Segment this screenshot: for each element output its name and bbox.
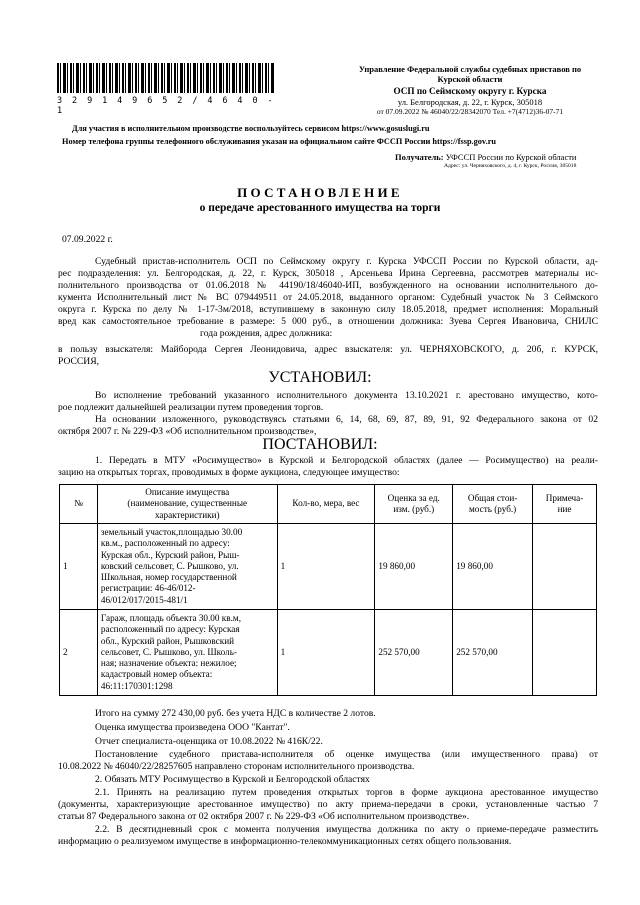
row-note	[533, 524, 597, 610]
intro-line: Судебный пристав-исполнитель ОСП по Сеймскому округу г. Курска УФССП России по Курской области, ад-	[95, 256, 598, 267]
established-line: октября 2007 г. № 229-ФЗ «Об исполнительном производстве»,	[58, 426, 317, 437]
established-heading: УСТАНОВИЛ:	[268, 369, 372, 386]
report-line: Отчет специалиста-оценщика от 10.08.2022 № 416К/22.	[95, 736, 323, 747]
recipient-address: Адрес: ул. Черняховского, д. 4, г. Курск, Россия, 305018	[444, 163, 577, 169]
established-line: На основании изложенного, руководствуясь статьями 6, 14, 68, 69, 87, 89, 91, 92 Федерального закона от 02	[95, 414, 598, 425]
row-description: земельный участок,площадью 30.00 кв.м., расположенный по адресу: Курская обл., Курский район, Рыш- ковский сельсовет, С. Рышково, ул. Школьная, номер государственной регистрации: 46-46/012- 46/012/017/2015-481/1	[97, 524, 277, 610]
established-line: рое подлежит дальнейшей реализации путем проведения торгов.	[58, 402, 324, 413]
department-address: ул. Белгородская, д. 22, г. Курск, 305018	[397, 97, 543, 107]
row-number: 2	[60, 610, 98, 696]
document-date: 07.09.2022 г.	[62, 234, 113, 245]
col-header-unit-price: Оценка за ед. изм. (руб.)	[375, 485, 453, 524]
after-line: статьи 87 Федерального закона от 02 октября 2007 г. № 229-ФЗ «Об исполнительном производстве».	[58, 811, 470, 822]
col-header-quantity: Кол-во, мера, вес	[277, 485, 375, 524]
after-line: 2.2. В десятидневный срок с момента получения имущества должника по акту о приеме-передаче разместить	[95, 824, 598, 835]
after-line: (документы, характеризующие арестованное имущество) по акту приема-передачи в сроки, установленные частью 7	[58, 799, 598, 810]
row-number: 1	[60, 524, 98, 610]
resolved-line: 1. Передать в МТУ «Росимущество» в Курской и Белгородской областях (далее — Росимущество) на реали-	[95, 455, 598, 466]
intro-line: года рождения, адрес должника:	[200, 328, 333, 339]
resolved-line: зацию на открытых торгах, проводимых в форме аукциона, следующее имущество:	[58, 467, 400, 478]
col-header-description: Описание имущества (наименование, существенные характеристики)	[97, 485, 277, 524]
after-line: информацию о реализуемом имуществе в информационно-телекоммуникационных сетях общего пользования.	[58, 836, 512, 847]
property-table	[59, 484, 597, 696]
recipient	[395, 152, 576, 162]
row-note	[533, 610, 597, 696]
row-unit-price: 19 860,00	[375, 524, 453, 610]
phone-notice: Номер телефона группы телефонного обслуживания указан на официальном сайте ФССП России https://fssp.gov.ru	[62, 137, 496, 146]
department-name: ОСП по Сеймскому округу г. Курска	[393, 86, 547, 96]
recipient-label: Получатель:	[395, 152, 444, 162]
intro-line: кумента Исполнительный лист № ВС 079449511 от 24.05.2018, выданного органом: Судебный участок № 3 Сеймского	[58, 292, 598, 303]
col-header-total: Общая стои- мость (руб.)	[453, 485, 533, 524]
after-line: 10.08.2022 № 46040/22/28257605 направлено сторонам исполнительного производства.	[58, 761, 415, 772]
row-total: 252 570,00	[453, 610, 533, 696]
established-line: Во исполнение требований указанного исполнительного документа 13.10.2021 г. арестовано имущество, кото-	[95, 390, 598, 401]
intro-line: полнительного производства от 01.06.2018 № 44190/18/46040-ИП, возбужденного на основании исполнительного до-	[58, 280, 598, 291]
table-row	[60, 524, 597, 610]
after-line: 2. Обязать МТУ Росимущество в Курской и Белгородской областях	[95, 774, 370, 785]
after-line: Постановление судебного пристава-исполнителя об оценке имущества (или имущественного права) от	[95, 749, 598, 760]
col-header-number: №	[60, 485, 98, 524]
after-line: 2.1. Принять на реализацию путем проведения открытых торгов в форме аукциона арестованное имущество	[95, 787, 598, 798]
org-name-line1: Управление Федеральной службы судебных приставов по	[358, 64, 582, 74]
col-header-note: Примеча- ние	[533, 485, 597, 524]
row-description: Гараж, площадь объекта 30.00 кв.м, расположенный по адресу: Курская обл., Курский район, Рышковский сельсовет, С. Рышково, ул. Школь- ная; назначение объекта: нежилое; кадастровый номер объекта: 46:11:170301:1298	[97, 610, 277, 696]
intro-line: округа г. Курска по делу № 1-17-3м/2018, вступившему в законную силу 18.05.2018, предмет исполнения: Моральный	[58, 304, 598, 315]
intro-line: РОССИЯ,	[58, 356, 100, 367]
appraiser-line: Оценка имущества произведена ООО "Кантат".	[95, 722, 290, 733]
table-row	[60, 610, 597, 696]
row-total: 19 860,00	[453, 524, 533, 610]
intro-line: рес подразделения: ул. Белгородская, д. 22, г. Курск, 305018 , Арсеньева Ирина Сергеевна, рассмотрев материалы ис-	[58, 268, 598, 279]
recipient-name: УФССП России по Курской области	[445, 152, 577, 162]
barcode-number: 3 2 9 1 4 9 6 5 2 / 4 6 4 0 - 1	[57, 96, 276, 116]
page-title: ПОСТАНОВЛЕНИЕ	[237, 185, 403, 200]
intro-line: в пользу взыскателя: Майборода Сергея Леонидовича, адрес взыскателя: ул. ЧЕРНЯХОВСКОГО, д. 20б, г. КУРСК,	[58, 344, 598, 355]
gosuslugi-notice: Для участия в исполнительном производстве воспользуйтесь сервисом https://www.gosuslugi.ru	[72, 124, 430, 133]
intro-line: вред как самостоятельное требование в размере: 5 000 руб., в отношении должника: Зуева Сергея Ивановича, СНИЛС	[58, 316, 598, 327]
row-unit-price: 252 570,00	[375, 610, 453, 696]
table-header-row	[60, 485, 597, 524]
org-name-line2: Курской области	[437, 74, 503, 84]
total-line: Итого на сумму 272 430,00 руб. без учета НДС в количестве 2 лотов.	[95, 708, 376, 719]
resolved-heading: ПОСТАНОВИЛ:	[262, 436, 378, 453]
row-quantity: 1	[277, 524, 375, 610]
row-quantity: 1	[277, 610, 375, 696]
document-date-number: от 07.09.2022 № 46040/22/28342070 Тел. +7(4712)36-07-71	[376, 107, 564, 116]
page-subtitle: о передаче арестованного имущества на торги	[199, 202, 441, 214]
barcode	[57, 63, 275, 93]
